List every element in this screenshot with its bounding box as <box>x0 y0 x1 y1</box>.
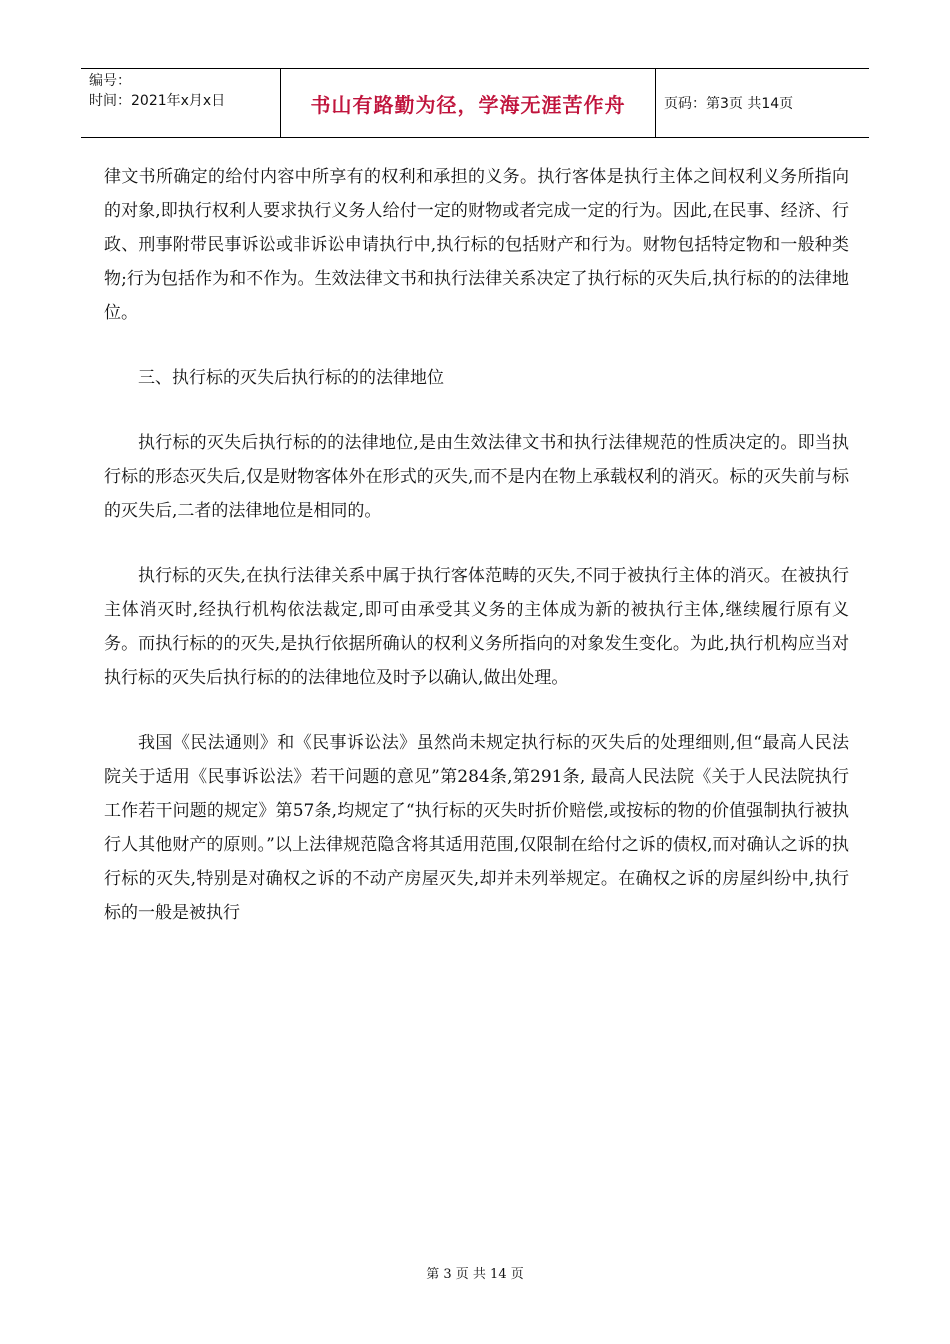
header-page-info: 页码：第3页 共14页 <box>664 96 794 112</box>
paragraph: 执行标的灭失后执行标的的法律地位,是由生效法律文书和执行法律规范的性质决定的。即当执行标的形态灭失后,仅是财物客体外在形式的灭失,而不是内在物上承载权利的消灭。标的灭失前与标的灭失后,二者的法律地位是相同的。 <box>104 433 849 521</box>
time-label: 时间：2021年x月x日 <box>89 93 226 109</box>
section-heading: 三、执行标的灭失后执行标的的法律地位 <box>138 368 444 388</box>
paragraph: 执行标的灭失,在执行法律关系中属于执行客体范畴的灭失,不同于被执行主体的消灭。在被执行主体消灭时,经执行机构依法裁定,即可由承受其义务的主体成为新的被执行主体,继续履行原有义务。而执行标的的灭失,是执行依据所确认的权利义务所指向的对象发生变化。为此,执行机构应当对执行标的灭失后执行标的的法律地位及时予以确认,做出处理。 <box>104 566 849 688</box>
page-header <box>81 68 869 138</box>
page-footer: 第 3 页 共 14 页 <box>426 1267 524 1282</box>
header-meta <box>81 69 281 137</box>
paragraph-continued: 律文书所确定的给付内容中所享有的权利和承担的义务。执行客体是执行主体之间权利义务所指向的对象,即执行权利人要求执行义务人给付一定的财物或者完成一定的行为。因此,在民事、经济、行政、刑事附带民事诉讼或非诉讼申请执行中,执行标的包括财产和行为。财物包括特定物和一般种类物;行为包括作为和不作为。生效法律文书和执行法律关系决定了执行标的灭失后,执行标的的法律地位。 <box>104 167 849 323</box>
header-motto: 书山有路勤为径，学海无涯苦作舟 <box>281 69 656 137</box>
document-body <box>104 160 849 961</box>
code-label: 编号： <box>89 73 131 89</box>
paragraph: 我国《民法通则》和《民事诉讼法》虽然尚未规定执行标的灭失后的处理细则,但“最高人民法院关于适用《民事诉讼法》若干问题的意见”第284条,第291条, 最高人民法院《关于人民法院执行工作若干问题的规定》第57条,均规定了“执行标的灭失时折价赔偿,或按标的物的价值强制执行被执行人其他财产的原则。”以上法律规范隐含将其适用范围,仅限制在给付之诉的债权,而对确认之诉的执行标的灭失,特别是对确权之诉的不动产房屋灭失,却并未列举规定。在确权之诉的房屋纠纷中,执行标的一般是被执行 <box>104 733 849 923</box>
